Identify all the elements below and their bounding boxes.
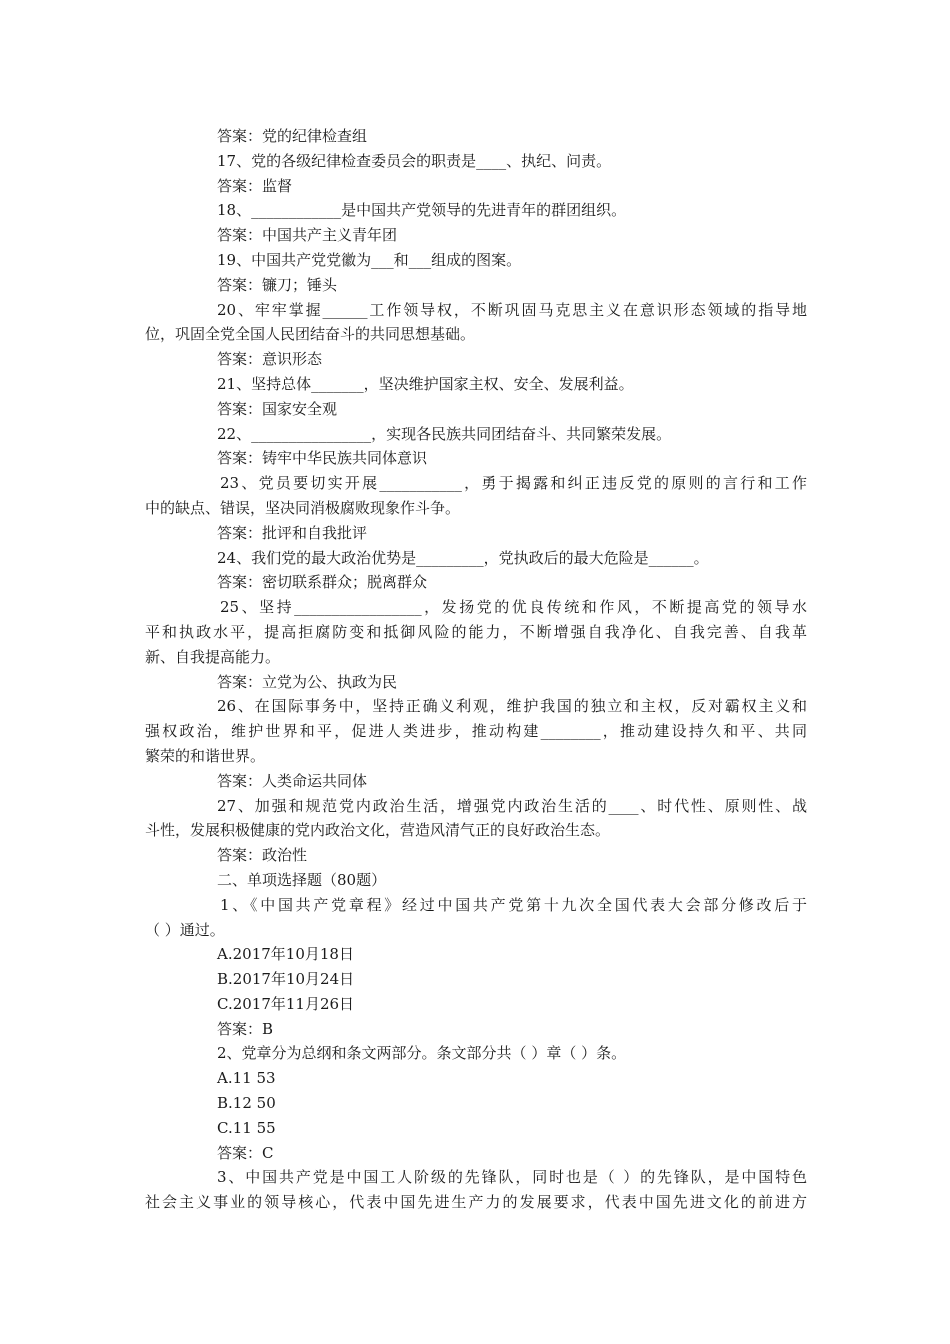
answer-27: 答案：政治性	[217, 846, 308, 865]
mc-2-option-c: C.11 55	[217, 1118, 276, 1137]
section-heading: 二、单项选择题（80题）	[217, 870, 387, 889]
answer-25: 答案：立党为公、执政为民	[217, 672, 398, 691]
mc-1-option-a: A.2017年10月18日	[217, 945, 354, 964]
question-25-cont: 平和执政水平，提高拒腐防变和抵御风险的能力，不断增强自我净化、自我完善、自我革	[145, 622, 807, 641]
text-line: 答案：党的纪律检查组	[217, 127, 368, 145]
mc-2-option-b: B.12 50	[217, 1094, 276, 1113]
answer-23: 答案：批评和自我批评	[217, 523, 368, 542]
answer-26: 答案：人类命运共同体	[217, 771, 368, 790]
question-17: 17、党的各级纪律检查委员会的职责是____、执纪、问责。	[217, 151, 612, 170]
question-20-cont: 位，巩固全党全国人民团结奋斗的共同思想基础。	[145, 325, 476, 344]
mc-2-answer: 答案：C	[217, 1143, 274, 1162]
answer-24: 答案：密切联系群众；脱离群众	[217, 573, 428, 592]
question-25: 25、坚持_________________，发扬党的优良传统和作风，不断提高党的领导水	[220, 598, 807, 617]
answer-22: 答案：铸牢中华民族共同体意识	[217, 449, 428, 468]
question-26-cont: 强权政治，维护世界和平，促进人类进步，推动构建________，推动建设持久和平、共同	[145, 722, 807, 741]
question-20: 20、牢牢掌握______工作领导权，不断巩固马克思主义在意识形态领域的指导地	[217, 300, 807, 319]
answer-21: 答案：国家安全观	[217, 399, 338, 418]
question-22: 22、________________，实现各民族共同团结奋斗、共同繁荣发展。	[217, 424, 672, 443]
question-24: 24、我们党的最大政治优势是_________，党执政后的最大危险是______。	[217, 548, 709, 567]
question-25-cont2: 新、自我提高能力。	[145, 647, 281, 666]
mc-question-1: 1、《中国共产党章程》经过中国共产党第十九次全国代表大会部分修改后于	[220, 895, 807, 914]
mc-1-option-c: C.2017年11月26日	[217, 994, 355, 1013]
question-21: 21、坚持总体_______，坚决维护国家主权、安全、发展利益。	[217, 374, 634, 393]
question-19: 19、中国共产党党徽为___和___组成的图案。	[217, 250, 522, 269]
question-23-cont: 中的缺点、错误，坚决同消极腐败现象作斗争。	[145, 498, 461, 517]
question-27-cont: 斗性，发展积极健康的党内政治文化，营造风清气正的良好政治生态。	[145, 821, 611, 840]
question-27: 27、加强和规范党内政治生活，增强党内政治生活的____、时代性、原则性、战	[217, 796, 807, 815]
question-23: 23、党员要切实开展___________，勇于揭露和纠正违反党的原则的言行和工作	[220, 474, 807, 493]
question-18: 18、____________是中国共产党领导的先进青年的群团组织。	[217, 201, 627, 220]
mc-question-2: 2、党章分为总纲和条文两部分。条文部分共（ ）章（ ）条。	[217, 1044, 627, 1063]
answer-19: 答案：镰刀；锤头	[217, 275, 338, 294]
mc-1-answer: 答案：B	[217, 1019, 274, 1038]
answer-20: 答案：意识形态	[217, 350, 323, 369]
document-body	[145, 124, 807, 1215]
mc-question-1-cont: （ ）通过。	[145, 920, 225, 939]
mc-1-option-b: B.2017年10月24日	[217, 970, 355, 989]
question-26-cont2: 繁荣的和谐世界。	[145, 746, 266, 765]
mc-question-3-cont: 社会主义事业的领导核心，代表中国先进生产力的发展要求，代表中国先进文化的前进方	[145, 1193, 807, 1212]
question-26: 26、在国际事务中，坚持正确义利观，维护我国的独立和主权，反对霸权主义和	[217, 697, 807, 716]
mc-2-option-a: A.11 53	[217, 1069, 276, 1088]
answer-17: 答案：监督	[217, 176, 293, 195]
answer-18: 答案：中国共产主义青年团	[217, 226, 398, 245]
mc-question-3: 3、中国共产党是中国工人阶级的先锋队，同时也是（ ）的先锋队，是中国特色	[217, 1168, 807, 1187]
